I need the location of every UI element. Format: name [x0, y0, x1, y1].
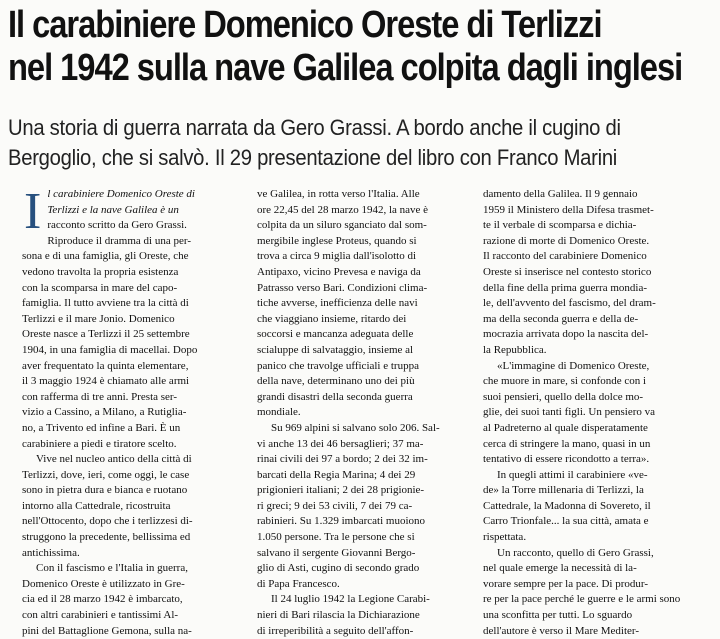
text-line: il 3 maggio 1924 è chiamato alle armi	[22, 375, 190, 388]
text-line: razione di morte di Domenico Oreste.	[483, 234, 650, 247]
text-line: sono in pietra dura e bianca e ruotano	[22, 484, 188, 497]
text-line: dell'autore è verso il Mare Mediter-	[483, 624, 640, 637]
text-line: racconto scritto da Gero Grassi.	[47, 219, 187, 232]
text-line: suoi pensieri, quello della dolce mo-	[483, 390, 644, 403]
text-line: Riproduce il dramma di una per-	[47, 234, 191, 247]
text-line: rispettata.	[483, 531, 527, 544]
text-line: nel quale emerge la necessità di la-	[483, 562, 637, 575]
column-3-text	[483, 187, 715, 639]
article-column-2	[257, 187, 482, 637]
text-line: la Repubblica.	[483, 343, 547, 356]
text-line: della fine della prima guerra mondia-	[483, 281, 648, 294]
text-line: vedono travolta la propria esistenza	[22, 265, 179, 278]
text-line: al Padreterno al quale disperatamente	[483, 421, 648, 434]
text-line: rinai civili dei 97 a bordo; 2 dei 32 im-	[257, 453, 428, 466]
text-line: Terlizzi, dove, ieri, come oggi, le case	[22, 468, 190, 481]
drop-cap: I	[24, 183, 42, 240]
text-line: rabinieri. Su 1.329 imbarcati muoiono	[257, 515, 426, 528]
text-line: che muore in mare, si confonde con i	[483, 375, 647, 388]
text-line: di irreperibilità a seguito dell'affon-	[257, 624, 414, 637]
text-line: scialuppe di salvataggio, insieme al	[257, 343, 414, 356]
text-line: intorno alla Cattedrale, ricostruita	[22, 499, 171, 512]
text-line: glie, dei suoi tanti figli. Un pensiero va	[483, 406, 655, 419]
text-line: cerca di stringere la mano, quasi in un	[483, 437, 651, 450]
text-line: ore 22,45 del 28 marzo 1942, la nave è	[257, 203, 429, 216]
text-line: barcati della Regia Marina; 4 dei 29	[257, 468, 416, 481]
text-line: Il racconto del carabiniere Domenico	[483, 250, 647, 263]
text-line: de» la Torre millenaria di Terlizzi, la	[483, 484, 644, 497]
text-line: Cattedrale, la Madonna di Sovereto, il	[483, 499, 651, 512]
text-line: Antipaxo, vicino Prevesa e naviga da	[257, 265, 421, 278]
column-2-text	[257, 187, 482, 639]
text-line: glio di Asti, cugino di secondo grado	[257, 562, 420, 575]
text-line: della nave, determinano uno dei più	[257, 375, 415, 388]
subheadline-line-1: Una storia di guerra narrata da Gero Grassi. A bordo anche il cugino di	[8, 115, 621, 140]
text-line: tiche avverse, inefficienza delle navi	[257, 297, 418, 310]
subheadline	[8, 113, 661, 173]
text-line: pini del Battaglione Gemona, sulla na-	[22, 624, 192, 637]
text-line: grandi disastri della seconda guerra	[257, 390, 413, 403]
text-line: con altri carabinieri e tantissimi Al-	[22, 609, 179, 622]
text-line: le, dell'avvento del fascismo, del dram-	[483, 297, 656, 310]
text-line: Domenico Oreste è utilizzato in Gre-	[22, 577, 185, 590]
text-line: con la scomparsa in mare del capo-	[22, 281, 178, 294]
text-line: salvano il sergente Giovanni Bergo-	[257, 546, 416, 559]
text-line: 1904, in una famiglia di macellai. Dopo	[22, 343, 198, 356]
headline	[8, 4, 683, 90]
text-line: struggono la precedente, bellissima ed	[22, 531, 191, 544]
text-line: nell'Ottocento, dopo che i terlizzesi di-	[22, 515, 193, 528]
text-line: Oreste si inserisce nel contesto storico	[483, 265, 652, 278]
text-line: nieri di Bari rilascia la Dichiarazione	[257, 609, 420, 622]
text-line: ve Galilea, in rotta verso l'Italia. Alle	[257, 188, 420, 200]
text-line: soccorsi e mancanza adeguata delle	[257, 328, 414, 341]
text-line: prigionieri italiani; 2 dei 28 prigionie-	[257, 484, 425, 497]
text-line: damento della Galilea. Il 9 gennaio	[483, 188, 638, 200]
text-line: mergibile inglese Proteus, quando si	[257, 234, 417, 247]
text-line: trova a circa 9 miglia dall'isolotto di	[257, 250, 416, 263]
text-line: panico che travolge ufficiali e truppa	[257, 359, 419, 372]
text-line: con rafferma di tre anni. Presta ser-	[22, 390, 178, 403]
text-line: una sconfitta per tutti. Lo sguardo	[483, 609, 633, 622]
text-line: ma della seconda guerra e della de-	[483, 312, 639, 325]
text-line: famiglia. Il tutto avviene tra la città di	[22, 297, 189, 310]
subheadline-line-2: Bergoglio, che si salvò. Il 29 presentazione del libro con Franco Marini	[8, 145, 618, 170]
article-column-3	[483, 187, 715, 637]
text-line: mondiale.	[257, 406, 301, 419]
text-line: ri greci; 9 dei 53 civili, 7 dei 79 ca-	[257, 499, 413, 512]
text-line: di Papa Francesco.	[257, 577, 340, 590]
text-line: Il 24 luglio 1942 la Legione Carabi-	[271, 593, 430, 606]
text-line: tentativo di essere ricondotto a terra».	[483, 453, 650, 466]
text-line: Vive nel nucleo antico della città di	[36, 453, 192, 466]
text-line: vorare sempre per la pace. Di produr-	[483, 577, 649, 590]
text-line: re per la pace perché le guerre e le armi sono	[483, 593, 681, 606]
text-line: Un racconto, quello di Gero Grassi,	[497, 546, 654, 559]
headline-line-2: nel 1942 sulla nave Galilea colpita dagli inglesi	[8, 47, 683, 89]
text-line: carabiniere a piedi e tiratore scelto.	[22, 437, 177, 450]
text-line: vi anche 13 dei 46 bersaglieri; 37 ma-	[257, 437, 424, 450]
text-line: Patrasso verso Bari. Condizioni clima-	[257, 281, 428, 294]
text-line: no, a Trivento ed infine a Bari. È un	[22, 421, 181, 434]
column-1-text	[22, 183, 247, 639]
text-line: Terlizzi e la nave Galilea è un	[47, 203, 179, 216]
text-line: colpita da un siluro sganciato dal som-	[257, 219, 427, 232]
text-line: vizio a Cassino, a Milano, a Rutiglia-	[22, 406, 187, 419]
headline-line-1: Il carabiniere Domenico Oreste di Terlizzi	[8, 4, 602, 46]
text-line: antichissima.	[22, 546, 80, 559]
text-line: sona e di una famiglia, gli Oreste, che	[22, 250, 189, 263]
text-line: Terlizzi e il mare Jonio. Domenico	[22, 312, 175, 325]
text-line: che viaggiano insieme, ritardo dei	[257, 312, 407, 325]
text-line: 1.050 persone. Tra le persone che si	[257, 531, 415, 544]
text-line: aver frequentato la quinta elementare,	[22, 359, 189, 372]
text-line: 1959 il Ministero della Difesa trasmet-	[483, 203, 654, 216]
text-line: te il verbale di scomparsa e dichia-	[483, 219, 637, 232]
article-column-1	[22, 183, 247, 637]
text-line: «L'immagine di Domenico Oreste,	[497, 359, 650, 372]
text-line: Carro Trionfale... la sua città, amata e	[483, 515, 649, 528]
text-line: Oreste nasce a Terlizzi il 25 settembre	[22, 328, 190, 341]
text-line: mocrazia arrivata dopo la nascita del-	[483, 328, 649, 341]
text-line: l carabiniere Domenico Oreste di	[47, 188, 195, 200]
text-line: cia ed il 28 marzo 1942 è imbarcato,	[22, 593, 183, 606]
text-line: Con il fascismo e l'Italia in guerra,	[36, 562, 188, 575]
text-line: Su 969 alpini si salvano solo 206. Sal-	[271, 421, 440, 434]
text-line: In quegli attimi il carabiniere «ve-	[497, 468, 648, 481]
